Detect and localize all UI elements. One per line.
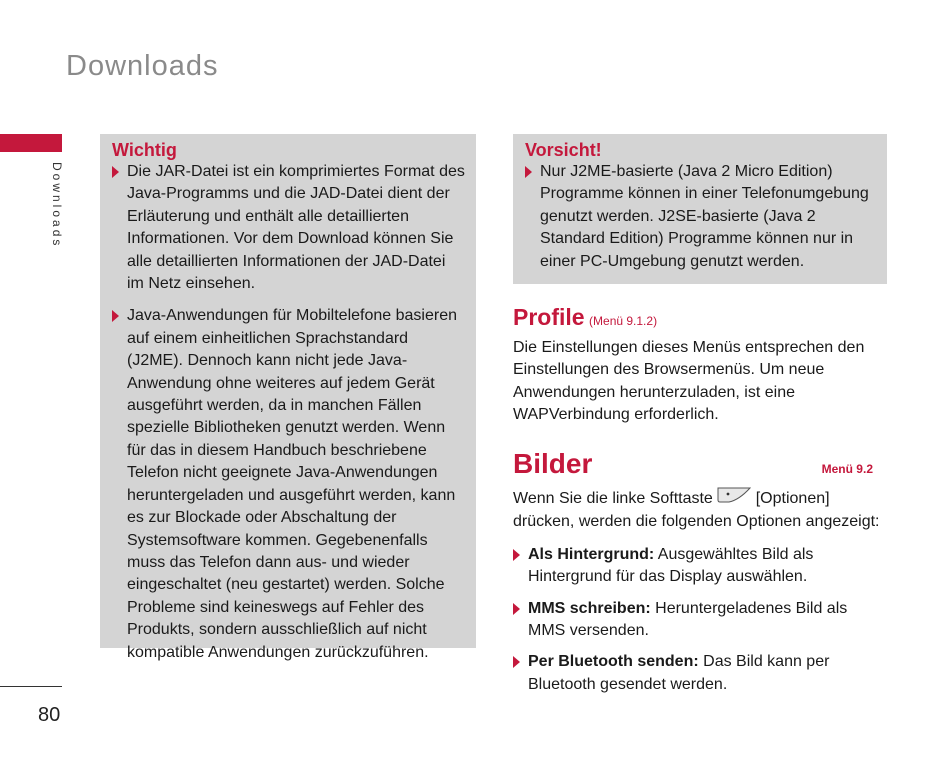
profile-text: Die Einstellungen dieses Menüs entsprechen den Einstellungen des Browsermenüs. Um neue Anwendungen herunterzuladen, ist eine WAPVerbindung erforderlich. [513,339,865,424]
bilder-intro-before: Wenn Sie die linke Softtaste [513,489,713,507]
option-text: Ausgewähltes Bild als Hintergrund für das Display auswählen. [528,545,814,586]
option-item [513,544,887,589]
bullet-arrow-icon [112,166,119,178]
profile-menu-ref: (Menü 9.1.2) [589,314,658,328]
bullet-arrow-icon [513,656,520,668]
bullet-arrow-icon [513,549,520,561]
bilder-intro-after: [Optionen] drücken, werden die folgenden Optionen angezeigt: [513,489,880,531]
option-item [513,598,887,643]
vorsicht-bullet-text: Nur J2ME-basierte (Java 2 Micro Edition) Programme können in einer Telefonumgebung genutzt werden. J2SE-basierte (Java 2 Standard Edition) Programme können nur in einer PC-Umgebung genutzt werden. [540,163,869,270]
vorsicht-bullet [525,161,877,273]
page-title: Downloads [66,50,219,82]
wichtig-bullet [112,305,466,664]
vorsicht-note-box [513,134,887,284]
wichtig-heading: Wichtig [112,140,177,160]
bilder-section [513,448,887,696]
vorsicht-heading: Vorsicht! [525,140,602,160]
wichtig-bullet-text: Java-Anwendungen für Mobiltelefone basieren auf einem einheitlichen Sprachstandard (J2ME). Dennoch kann nicht jede Java-Anwendung ohne weiteres auf jedem Gerät ausgeführt werden, da in manchen Fällen spezielle Bibliotheken genutzt werden. Wenn für das in diesem Handbuch beschriebene Telefon nicht geeignete Java-Anwendungen heruntergeladen und ausgeführt werden, kann es zur Blockade oder Abschaltung der Systemsoftware kommen. Gegebenenfalls muss das Telefon dann aus- und wieder eingeschaltet (neu gestartet) werden. Solche Probleme sind keineswegs auf Fehler des Produkts, sondern ausschließlich auf nicht kompatible Anwendungen zurückzuführen. [127,307,457,661]
profile-section [513,304,887,427]
page-number: 80 [38,704,61,726]
bilder-intro [513,486,887,534]
profile-title: Profile [513,304,585,330]
bilder-options-list [513,544,887,696]
wichtig-note-box [100,134,476,661]
wichtig-bullet-text: Die JAR-Datei ist ein komprimiertes Format des Java-Programms und die JAD-Datei dient der Erläuterung und enthält alle detaillierten Informationen. Vor dem Download können Sie alle detaillierten Informationen der JAD-Datei im Netz einsehen. [127,163,465,293]
bilder-menu-ref: Menü 9.2 [821,462,873,476]
bullet-arrow-icon [513,603,520,615]
option-label: Als Hintergrund: [528,545,655,563]
profile-heading [513,304,887,331]
wichtig-bullet [112,161,466,295]
side-tab-marker [0,134,62,152]
bullet-arrow-icon [112,310,119,322]
footer-rule [0,686,62,687]
side-section-label: Downloads [50,162,64,249]
left-softkey-icon [717,486,751,511]
option-label: MMS schreiben: [528,599,651,617]
option-text: Heruntergeladenes Bild als MMS versenden. [528,599,848,640]
option-text: Das Bild kann per Bluetooth gesendet werden. [528,653,830,693]
bilder-title: Bilder [513,448,593,479]
option-item [513,651,887,696]
option-label: Per Bluetooth senden: [528,653,699,671]
bullet-arrow-icon [525,166,532,178]
